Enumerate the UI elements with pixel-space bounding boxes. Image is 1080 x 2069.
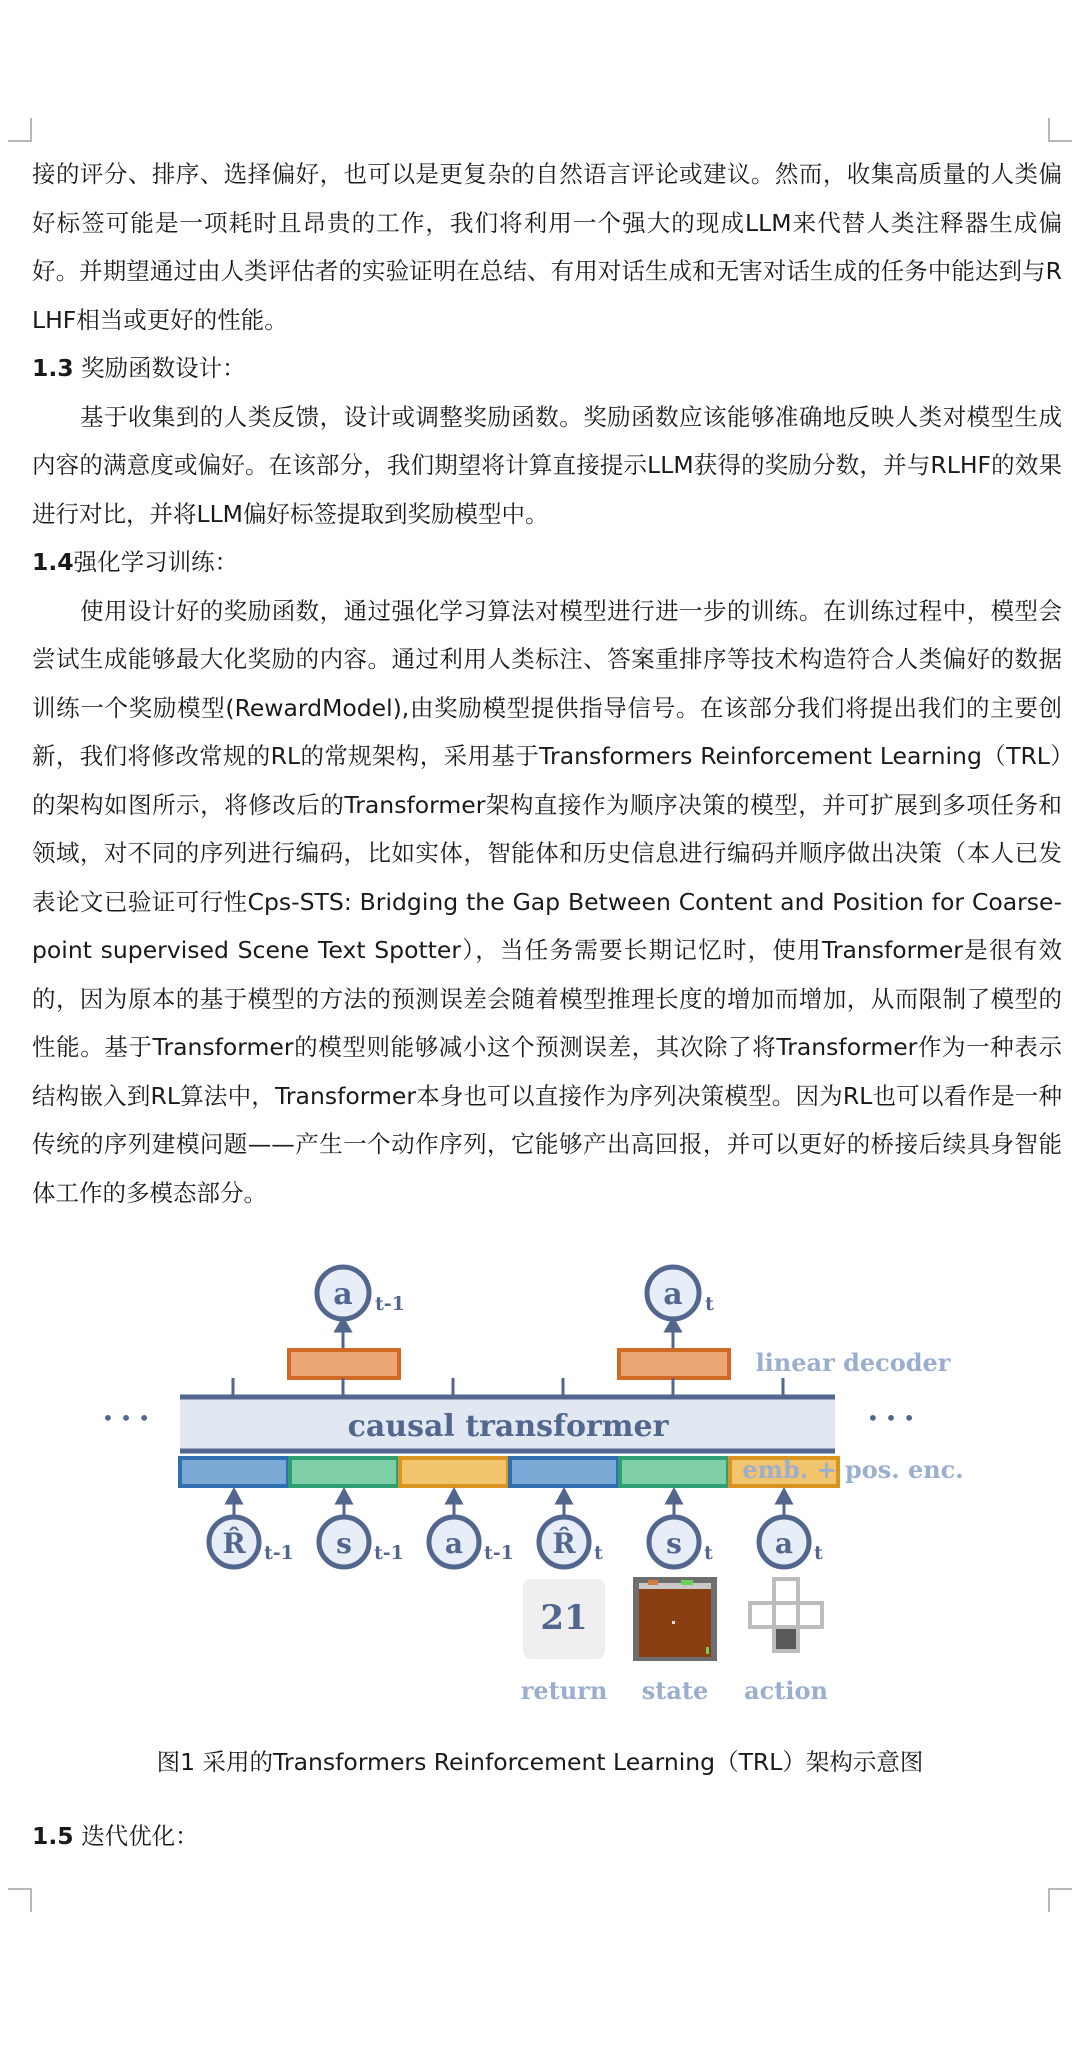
svg-text:R̂: R̂ (222, 1527, 246, 1560)
input-return-t (539, 1517, 603, 1567)
input-return-t-1 (209, 1517, 294, 1567)
embedding-state-t (620, 1458, 728, 1486)
svg-text:a: a (663, 1277, 683, 1312)
heading-text: 迭代优化： (73, 1822, 199, 1850)
paragraph-preference-labels: 接的评分、排序、选择偏好，也可以是更复杂的自然语言评论或建议。然而，收集高质量的人类偏好标签可能是一项耗时且昂贵的工作，我们将利用一个强大的现成LLM来代替人类注释器生成偏好。并期望通过由人类评估者的实验证明在总结、有用对话生成和无害对话生成的任务中能达到与RLHF相当或更好的性能。 (32, 160, 1062, 334)
input-arrows (227, 1490, 791, 1517)
svg-text:R̂: R̂ (552, 1527, 576, 1560)
action-dpad-icon (750, 1579, 822, 1651)
svg-text:t: t (705, 1293, 714, 1315)
heading-text: 奖励函数设计： (73, 354, 246, 382)
paragraph-rl-training: 使用设计好的奖励函数，通过强化学习算法对模型进行进一步的训练。在训练过程中，模型会尝试生成能够最大化奖励的内容。通过利用人类标注、答案重排序等技术构造符合人类偏好的数据训练一个奖励模型(RewardModel),由奖励模型提供指导信号。在该部分我们将提出我们的主要创新，我们将修改常规的RL的常规架构，采用基于Transformers Reinforcement Learning（TRL）的架构如图所示，将修改后的Transformer架构直接作为顺序决策的模型，并可扩展到多项任务和领域，对不同的序列进行编码，比如实体，智能体和历史信息进行编码并顺序做出决策（本人已发表论文已验证可行性Cps-STS: Bridging the Gap Between Content and Position for Coarse-point supervised Scene Text Spotter），当任务需要长期记忆时，使用Transformer是很有效的，因为原本的基于模型的方法的预测误差会随着模型推理长度的增加而增加，从而限制了模型的性能。基于Transformer的模型则能够减小这个预测误差，其次除了将Transformer作为一种表示结构嵌入到RL算法中，Transformer本身也可以直接作为序列决策模型。因为RL也可以看作是一种传统的序列建模问题——产生一个动作序列，它能够产出高回报，并可以更好的桥接后续具身智能体工作的多模态部分。 (32, 596, 1062, 1207)
svg-text:s: s (666, 1527, 682, 1560)
crop-mark-top-right (1048, 118, 1072, 142)
causal-transformer-label: causal transformer (347, 1409, 669, 1444)
input-state-t-1 (319, 1517, 404, 1567)
transformer-connectors (233, 1378, 783, 1395)
svg-text:t: t (704, 1542, 713, 1564)
input-action-t (759, 1517, 823, 1567)
heading-number: 1.3 (32, 354, 74, 382)
embedding-action-t-1 (400, 1458, 508, 1486)
trl-architecture-figure (78, 1255, 1058, 1715)
paragraph-reward-function: 基于收集到的人类反馈，设计或调整奖励函数。奖励函数应该能够准确地反映人类对模型生成内容的满意度或偏好。在该部分，我们期望将计算直接提示LLM获得的奖励分数，并与RLHF的效果进行对比，并将LLM偏好标签提取到奖励模型中。 (32, 402, 1062, 528)
svg-text:t-1: t-1 (484, 1542, 514, 1564)
linear-decoder-box-2 (619, 1350, 729, 1378)
crop-mark-bottom-left (8, 1888, 32, 1912)
linear-decoder-box-1 (289, 1350, 399, 1378)
embedding-return-t-1 (180, 1458, 288, 1486)
heading-number: 1.5 (32, 1822, 74, 1850)
embedding-return-t (510, 1458, 618, 1486)
linear-decoder-label: linear decoder (755, 1348, 951, 1377)
heading-1-4 (32, 538, 1062, 587)
decoder-arrows (336, 1319, 680, 1350)
embedding-label: emb. + pos. enc. (742, 1455, 964, 1484)
embedding-state-t-1 (290, 1458, 398, 1486)
legend-return: return (520, 1676, 608, 1705)
output-action-t (647, 1267, 714, 1319)
svg-text:t: t (594, 1542, 603, 1564)
legend-action: action (744, 1676, 828, 1705)
legend-state: state (641, 1676, 709, 1705)
return-value: 21 (540, 1598, 588, 1638)
svg-text:a: a (333, 1277, 353, 1312)
crop-mark-bottom-right (1048, 1888, 1072, 1912)
svg-text:t-1: t-1 (374, 1542, 404, 1564)
ellipsis-right: • • • (866, 1406, 916, 1430)
input-state-t (649, 1517, 713, 1567)
output-action-t-1 (317, 1267, 405, 1319)
svg-text:s: s (336, 1527, 352, 1560)
svg-text:a: a (444, 1527, 464, 1560)
ellipsis-left: • • • (101, 1406, 151, 1430)
heading-text: 强化学习训练： (73, 548, 239, 576)
svg-text:t-1: t-1 (375, 1293, 405, 1315)
input-action-t-1 (429, 1517, 514, 1567)
svg-text:t: t (814, 1542, 823, 1564)
state-game-frame (633, 1577, 717, 1661)
crop-mark-top-left (8, 118, 32, 142)
heading-1-3 (32, 344, 1062, 393)
trl-diagram (78, 1255, 1058, 1715)
figure-caption: 图1 采用的Transformers Reinforcement Learning（TRL）架构示意图 (156, 1748, 924, 1776)
heading-number: 1.4 (32, 548, 74, 576)
svg-text:a: a (774, 1527, 794, 1560)
document-body (32, 150, 1062, 1217)
svg-text:t-1: t-1 (264, 1542, 294, 1564)
heading-1-5 (32, 1812, 199, 1861)
